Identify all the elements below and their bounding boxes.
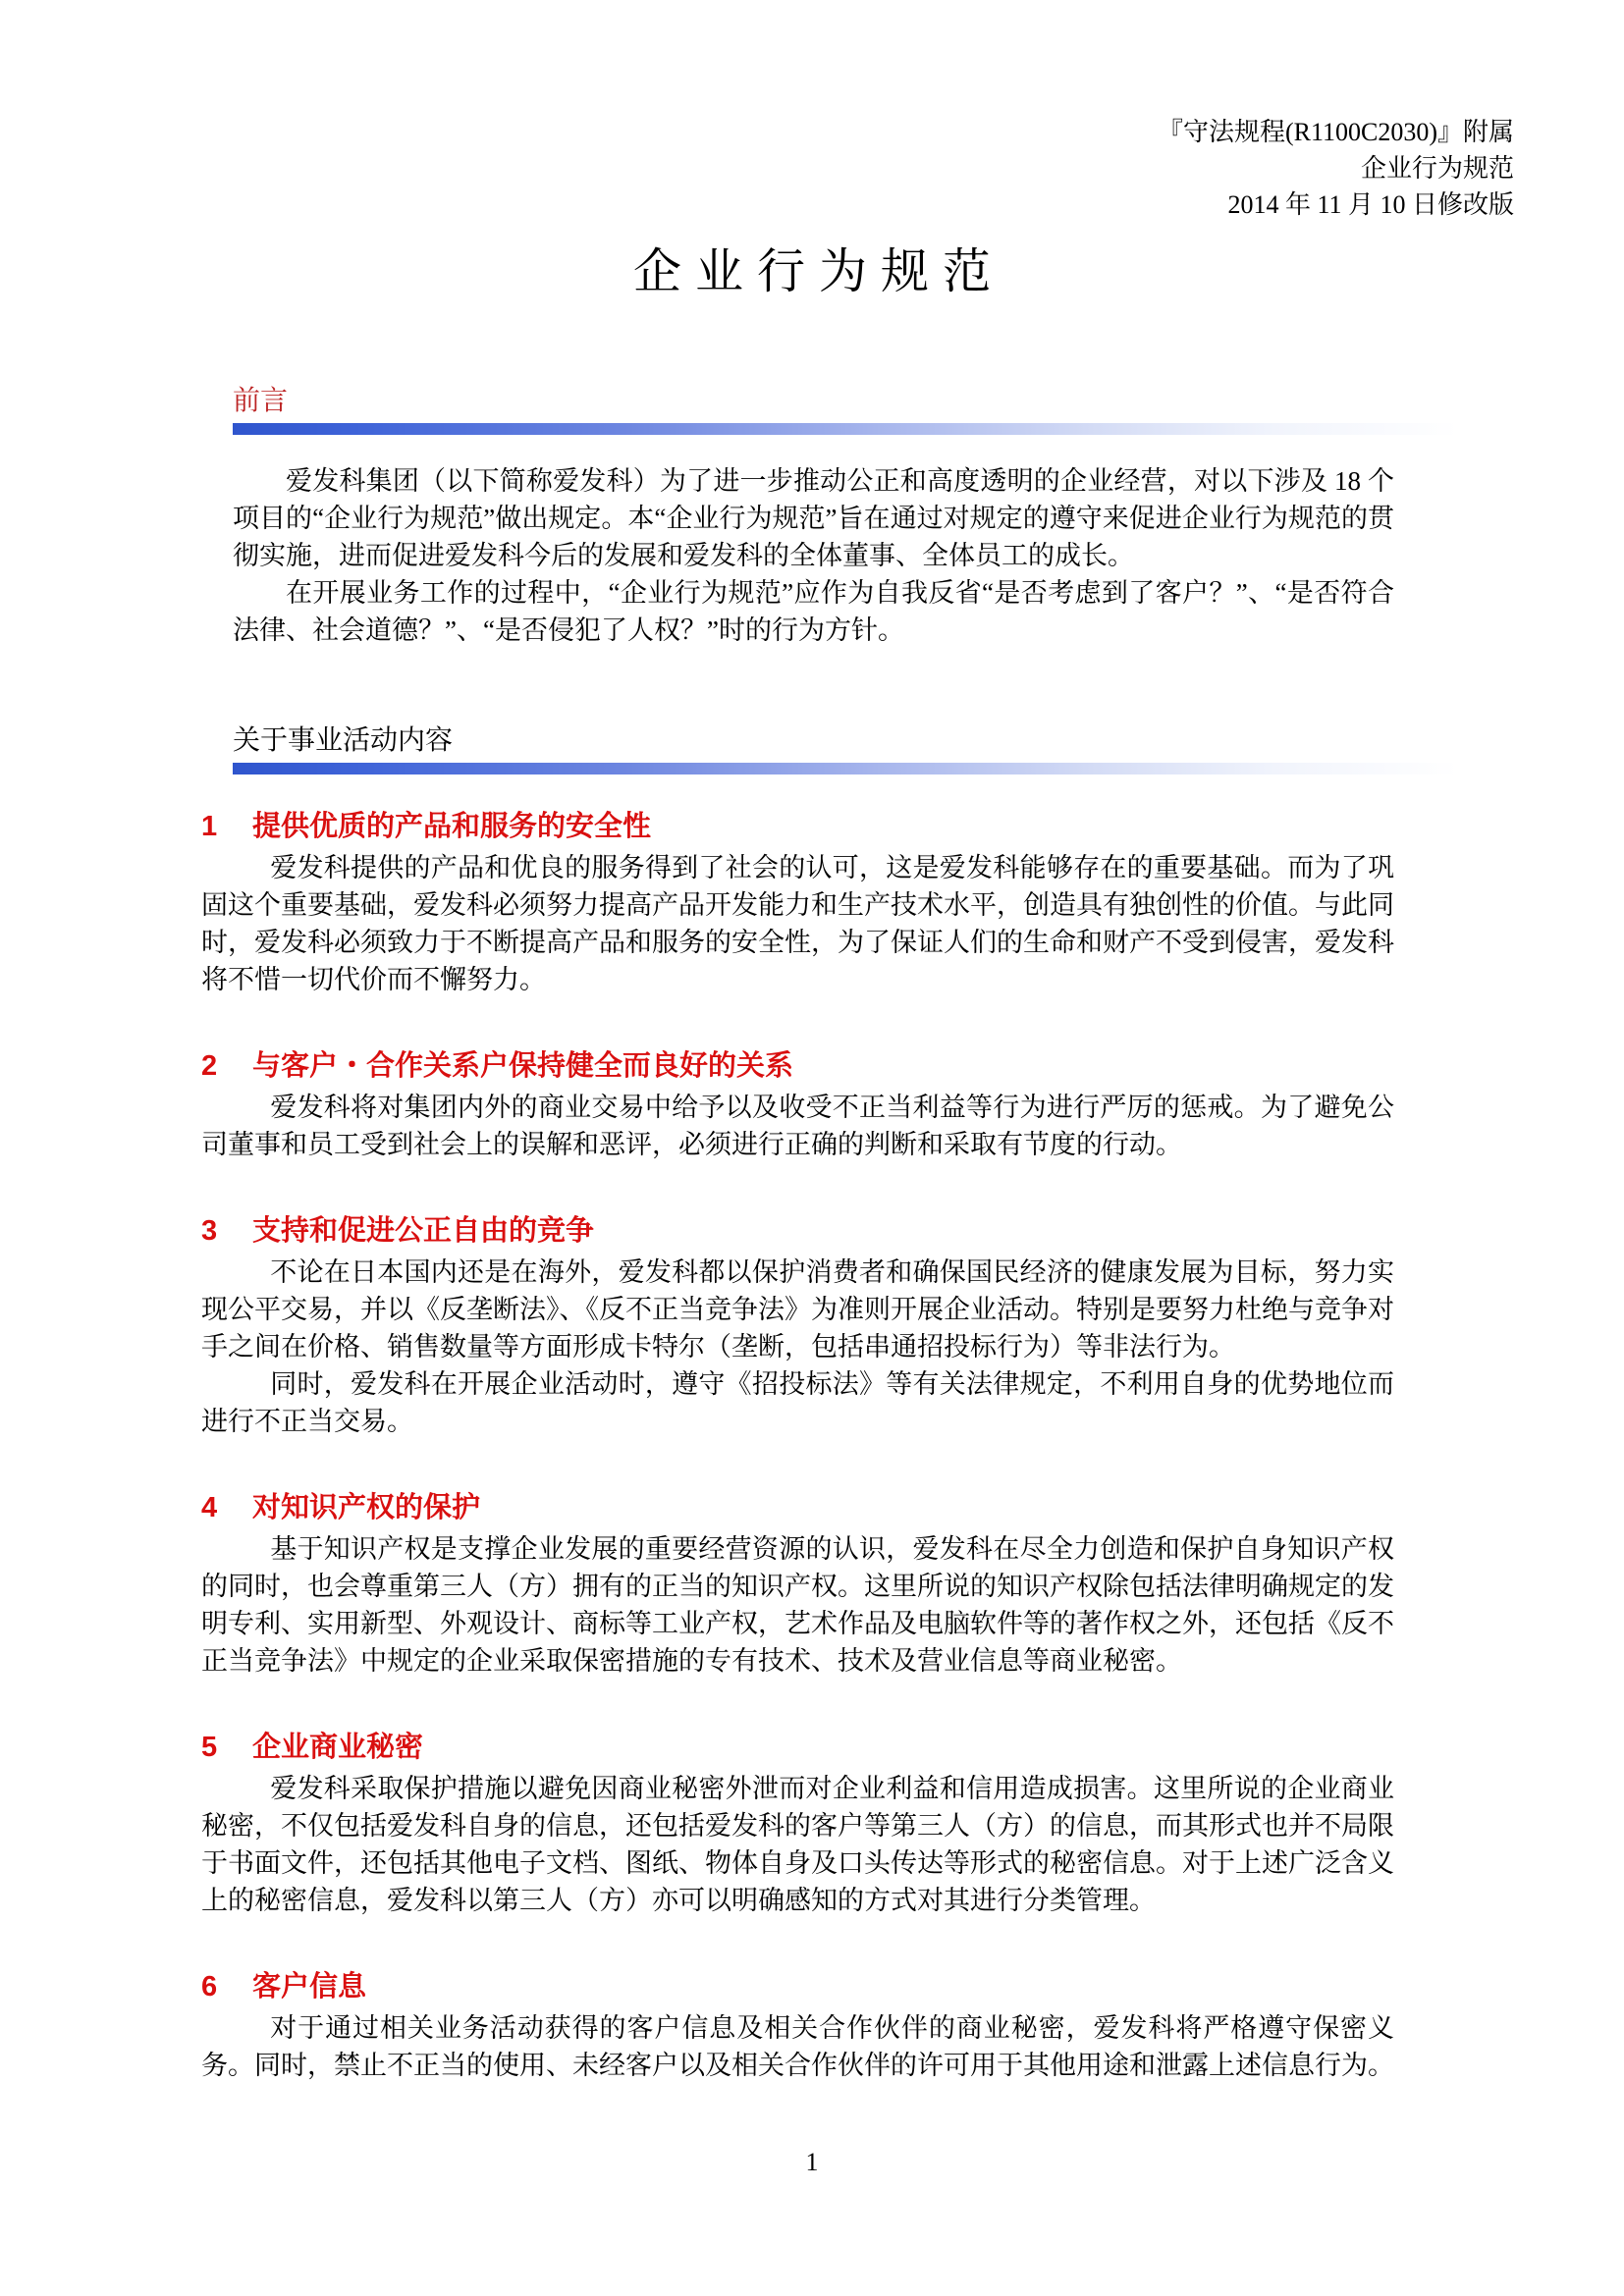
item-title: 与客户・合作关系户保持健全而良好的关系 bbox=[252, 1050, 794, 1082]
item-body bbox=[201, 1089, 1394, 1163]
item-heading bbox=[201, 1214, 1394, 1248]
item-title: 企业商业秘密 bbox=[252, 1732, 424, 1763]
conduct-item bbox=[201, 1049, 1394, 1163]
item-paragraph: 同时，爱发科在开展企业活动时，遵守《招投标法》等有关法律规定，不利用自身的优势地位而进行不正当交易。 bbox=[201, 1369, 1394, 1436]
item-title: 客户信息 bbox=[252, 1971, 367, 2002]
preface-label: 前言 bbox=[233, 386, 289, 416]
item-number: 3 bbox=[201, 1215, 218, 1247]
item-body bbox=[201, 1254, 1394, 1440]
item-number: 2 bbox=[201, 1050, 218, 1082]
item-paragraph: 爱发科采取保护措施以避免因商业秘密外泄而对企业利益和信用造成损害。这里所说的企业商业秘密，不仅包括爱发科自身的信息，还包括爱发科的客户等第三人（方）的信息，而其形式也并不局限于书面文件，还包括其他电子文档、图纸、物体自身及口头传达等形式的秘密信息。对于上述广泛含义上的秘密信息，爱发科以第三人（方）亦可以明确感知的方式对其进行分类管理。 bbox=[201, 1774, 1394, 1915]
item-paragraph: 爱发科将对集团内外的商业交易中给予以及收受不正当利益等行为进行严厉的惩戒。为了避免公司董事和员工受到社会上的误解和恶评，必须进行正确的判断和采取有节度的行动。 bbox=[201, 1093, 1394, 1159]
document-header bbox=[1158, 114, 1514, 223]
item-heading bbox=[201, 1491, 1394, 1524]
item-paragraph: 爱发科提供的产品和优良的服务得到了社会的认可，这是爱发科能够存在的重要基础。而为了巩固这个重要基础，爱发科必须努力提高产品开发能力和生产技术水平，创造具有独创性的价值。与此同时，爱发科必须致力于不断提高产品和服务的安全性，为了保证人们的生命和财产不受到侵害，爱发科将不惜一切代价而不懈努力。 bbox=[201, 853, 1394, 994]
conduct-item bbox=[201, 1970, 1394, 2084]
header-line-affiliation: 『守法规程(R1100C2030)』附属 bbox=[1157, 118, 1514, 146]
item-body bbox=[201, 1530, 1394, 1680]
document-body bbox=[201, 386, 1394, 2084]
item-paragraph: 不论在日本国内还是在海外，爱发科都以保护消费者和确保国民经济的健康发展为目标，努力实现公平交易，并以《反垄断法》、《反不正当竞争法》为准则开展企业活动。特别是要努力杜绝与竞争对手之间在价格、销售数量等方面形成卡特尔（垄断，包括串通招投标行为）等非法行为。 bbox=[201, 1257, 1394, 1362]
numbered-items bbox=[201, 810, 1394, 2084]
item-title: 提供优质的产品和服务的安全性 bbox=[252, 811, 652, 842]
preface-paragraph: 在开展业务工作的过程中，“企业行为规范”应作为自我反省“是否考虑到了客户？”、“是否符合法律、社会道德？”、“是否侵犯了人权？”时的行为方针。 bbox=[233, 578, 1394, 645]
conduct-item bbox=[201, 1491, 1394, 1680]
page-title: 企业行为规范 bbox=[632, 244, 1004, 298]
business-activities-divider-rule bbox=[233, 763, 1458, 774]
header-line-revision-date: 2014 年 11 月 10 日修改版 bbox=[1227, 190, 1514, 219]
conduct-item bbox=[201, 1214, 1394, 1440]
item-heading bbox=[201, 1049, 1394, 1083]
conduct-item bbox=[201, 1731, 1394, 1919]
item-number: 1 bbox=[201, 811, 218, 842]
item-number: 4 bbox=[201, 1492, 218, 1523]
header-line-doc-name: 企业行为规范 bbox=[1360, 154, 1514, 183]
item-heading bbox=[201, 1731, 1394, 1764]
item-paragraph: 基于知识产权是支撑企业发展的重要经营资源的认识，爱发科在尽全力创造和保护自身知识产权的同时，也会尊重第三人（方）拥有的正当的知识产权。这里所说的知识产权除包括法律明确规定的发明专利、实用新型、外观设计、商标等工业产权，艺术作品及电脑软件等的著作权之外，还包括《反不正当竞争法》中规定的企业采取保密措施的专有技术、技术及营业信息等商业秘密。 bbox=[201, 1534, 1394, 1676]
item-heading bbox=[201, 1970, 1394, 2003]
conduct-item bbox=[201, 810, 1394, 998]
item-title: 对知识产权的保护 bbox=[252, 1492, 481, 1523]
item-body bbox=[201, 849, 1394, 998]
item-title: 支持和促进公正自由的竞争 bbox=[252, 1215, 595, 1247]
item-number: 5 bbox=[201, 1732, 218, 1763]
page-number: 1 bbox=[805, 2148, 819, 2176]
item-heading bbox=[201, 810, 1394, 843]
preface-section bbox=[233, 462, 1394, 649]
preface-paragraph: 爱发科集团（以下简称爱发科）为了进一步推动公正和高度透明的企业经营，对以下涉及 18 个项目的“企业行为规范”做出规定。本“企业行为规范”旨在通过对规定的遵守来促进企业行为规范的贯彻实施，进而促进爱发科今后的发展和爱发科的全体董事、全体员工的成长。 bbox=[233, 466, 1394, 570]
business-activities-label: 关于事业活动内容 bbox=[233, 725, 454, 756]
preface-divider-rule bbox=[233, 423, 1458, 435]
item-body bbox=[201, 1770, 1394, 1919]
item-body bbox=[201, 2009, 1394, 2084]
item-paragraph: 对于通过相关业务活动获得的客户信息及相关合作伙伴的商业秘密，爱发科将严格遵守保密义务。同时，禁止不正当的使用、未经客户以及相关合作伙伴的许可用于其他用途和泄露上述信息行为。 bbox=[201, 2013, 1394, 2080]
item-number: 6 bbox=[201, 1971, 218, 2002]
